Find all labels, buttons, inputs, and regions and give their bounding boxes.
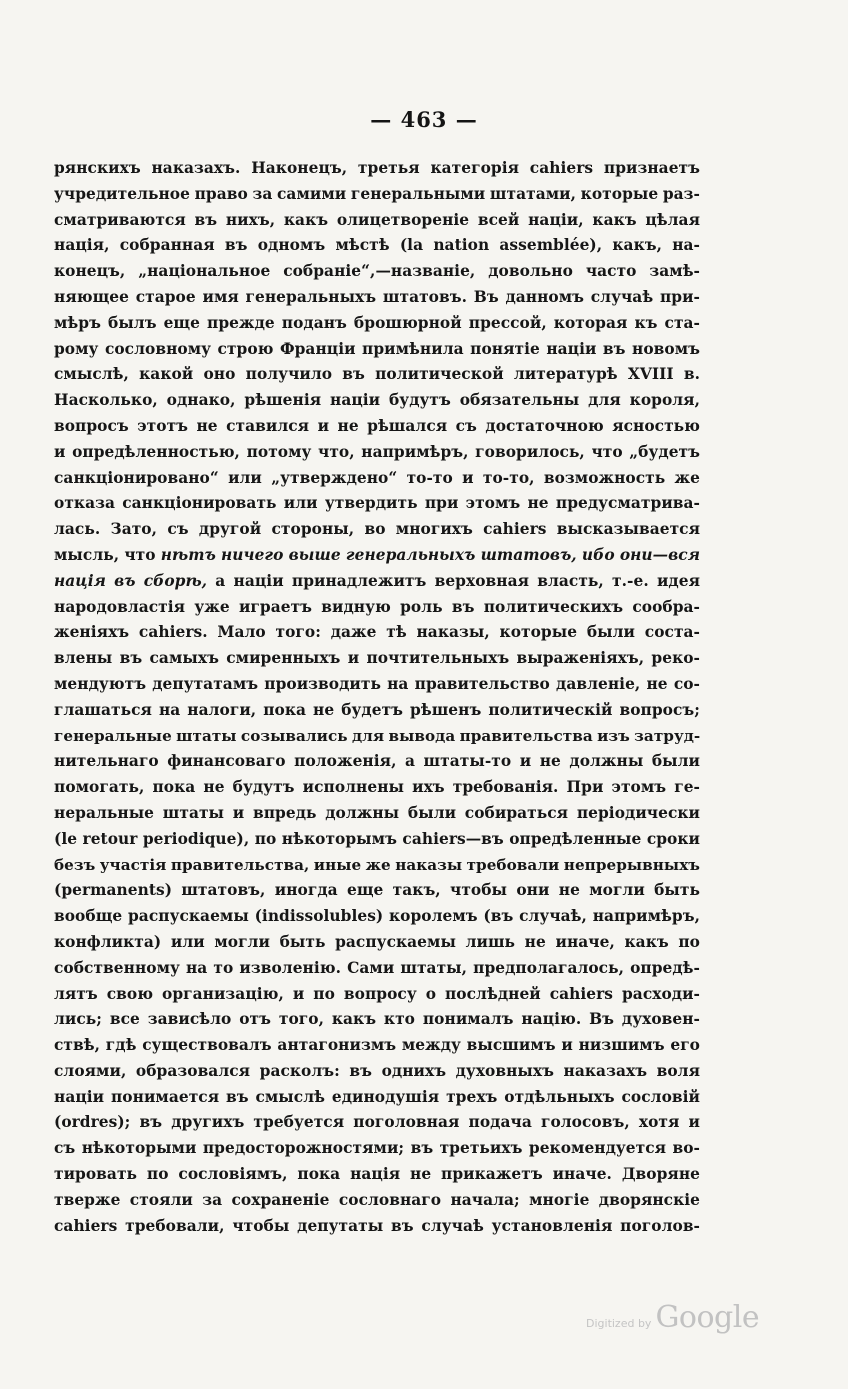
text-line: (permanents) штатовъ, иногда еще такъ, чтобы они не могли быть bbox=[54, 881, 700, 900]
text-line: лась. Зато, съ другой стороны, во многихъ cahiers высказывается bbox=[54, 520, 700, 539]
text-line bbox=[54, 543, 700, 569]
text-line-plain-end: а націи принадлежитъ верховная власть, т.-е. идея bbox=[207, 571, 700, 590]
text-line: мендуютъ депутатамъ производить на правительство давленіе, не со- bbox=[54, 674, 700, 693]
text-line: рянскихъ наказахъ. Наконецъ, третья категорія cahiers признаетъ bbox=[54, 159, 700, 177]
text-line: народовластія уже играетъ видную роль въ политическихъ сообра- bbox=[54, 597, 700, 616]
text-line: и опредѣленностью, потому что, напримѣръ, говорилось, что „будетъ bbox=[54, 442, 700, 461]
text-line: націи понимается въ смыслѣ единодушія трехъ отдѣльныхъ сословій bbox=[54, 1087, 700, 1106]
text-line: лись; все зависѣло отъ того, какъ кто понималъ націю. Въ духовен- bbox=[54, 1010, 700, 1029]
text-line: конецъ, „національное собраніе“,—названіе, довольно часто замѣ- bbox=[54, 262, 700, 281]
text-line: ствѣ, гдѣ существовалъ антагонизмъ между высшимъ и низшимъ его bbox=[54, 1036, 700, 1055]
text-line: (ordres); въ другихъ требуется поголовная подача голосовъ, хотя и bbox=[54, 1113, 700, 1132]
text-line: слоями, образовался расколъ: въ однихъ духовныхъ наказахъ воля bbox=[54, 1061, 700, 1080]
text-line: сматриваются въ нихъ, какъ олицетвореніе всей націи, какъ цѣлая bbox=[54, 210, 700, 229]
text-line bbox=[54, 569, 700, 595]
text-line: нація, собранная въ одномъ мѣстѣ (la nation assemblée), какъ, на- bbox=[54, 236, 700, 255]
page-number: — 463 — bbox=[370, 107, 478, 132]
watermark-brand: Google bbox=[655, 1300, 760, 1335]
text-line: вопросъ этотъ не ставился и не рѣшался съ достаточною ясностью bbox=[54, 416, 700, 435]
text-line: cahiers требовали, чтобы депутаты въ случаѣ установленія поголов- bbox=[54, 1216, 700, 1235]
text-line: лятъ свою организацію, и по вопросу о послѣдней cahiers расходи- bbox=[54, 984, 700, 1003]
text-line-plain-start: мысль, что bbox=[54, 545, 161, 564]
text-line-italic: нація въ сборѣ, bbox=[54, 571, 208, 590]
text-line: нительнаго финансоваго положенія, а штаты-то и не должны были bbox=[54, 752, 700, 771]
text-line: мѣръ былъ еще прежде поданъ брошюрной прессой, которая къ ста- bbox=[54, 313, 700, 332]
text-line: смыслѣ, какой оно получило въ политической литературѣ XVIII в. bbox=[54, 365, 700, 384]
text-line: влены въ самыхъ смиренныхъ и почтительныхъ выраженіяхъ, реко- bbox=[54, 649, 700, 668]
text-line: собственному на то изволенію. Сами штаты, предполагалось, опредѣ- bbox=[54, 958, 700, 977]
body-text bbox=[54, 156, 700, 1239]
watermark-prefix: Digitized by bbox=[586, 1317, 652, 1330]
text-line: тировать по сословіямъ, пока нація не прикажетъ иначе. Дворяне bbox=[54, 1165, 700, 1184]
text-line: помогать, пока не будутъ исполнены ихъ требованія. При этомъ ге- bbox=[54, 778, 700, 797]
text-line: неральные штаты и впредь должны были собираться періодически bbox=[54, 803, 700, 822]
text-line: отказа санкціонировать или утвердить при этомъ не предусматрива- bbox=[54, 494, 700, 513]
text-line: учредительное право за самими генеральными штатами, которые раз- bbox=[54, 184, 700, 203]
text-line: (le retour periodique), по нѣкоторымъ cahiers—въ опредѣленные сроки bbox=[54, 829, 700, 848]
text-line: конфликта) или могли быть распускаемы лишь не иначе, какъ по bbox=[54, 932, 700, 951]
text-line: генеральные штаты созывались для вывода правительства изъ затруд- bbox=[54, 726, 700, 745]
text-line: глашаться на налоги, пока не будетъ рѣшенъ политическій вопросъ; bbox=[54, 700, 700, 719]
text-line: санкціонировано“ или „утверждено“ то-то и то-то, возможность же bbox=[54, 468, 700, 487]
text-line: женіяхъ cahiers. Мало того: даже тѣ наказы, которые были соста- bbox=[54, 623, 700, 642]
text-line: вообще распускаемы (indissolubles) королемъ (въ случаѣ, напримѣръ, bbox=[54, 907, 700, 926]
text-line: съ нѣкоторыми предосторожностями; въ третьихъ рекомендуется во- bbox=[54, 1139, 700, 1158]
text-line-italic: нѣтъ ничего выше генеральныхъ штатовъ, ибо они—вся bbox=[160, 545, 700, 564]
text-line: Насколько, однако, рѣшенія націи будутъ обязательны для короля, bbox=[54, 391, 700, 410]
text-line: няющее старое имя генеральныхъ штатовъ. Въ данномъ случаѣ при- bbox=[54, 287, 700, 306]
text-line: тверже стояли за сохраненіе сословнаго начала; многіе дворянскіе bbox=[54, 1190, 700, 1209]
text-line: рому сословному строю Франціи примѣнила понятіе націи въ новомъ bbox=[54, 339, 700, 358]
text-line: безъ участія правительства, иные же наказы требовали непрерывныхъ bbox=[54, 855, 700, 874]
digitized-by-google-watermark bbox=[586, 1300, 766, 1340]
